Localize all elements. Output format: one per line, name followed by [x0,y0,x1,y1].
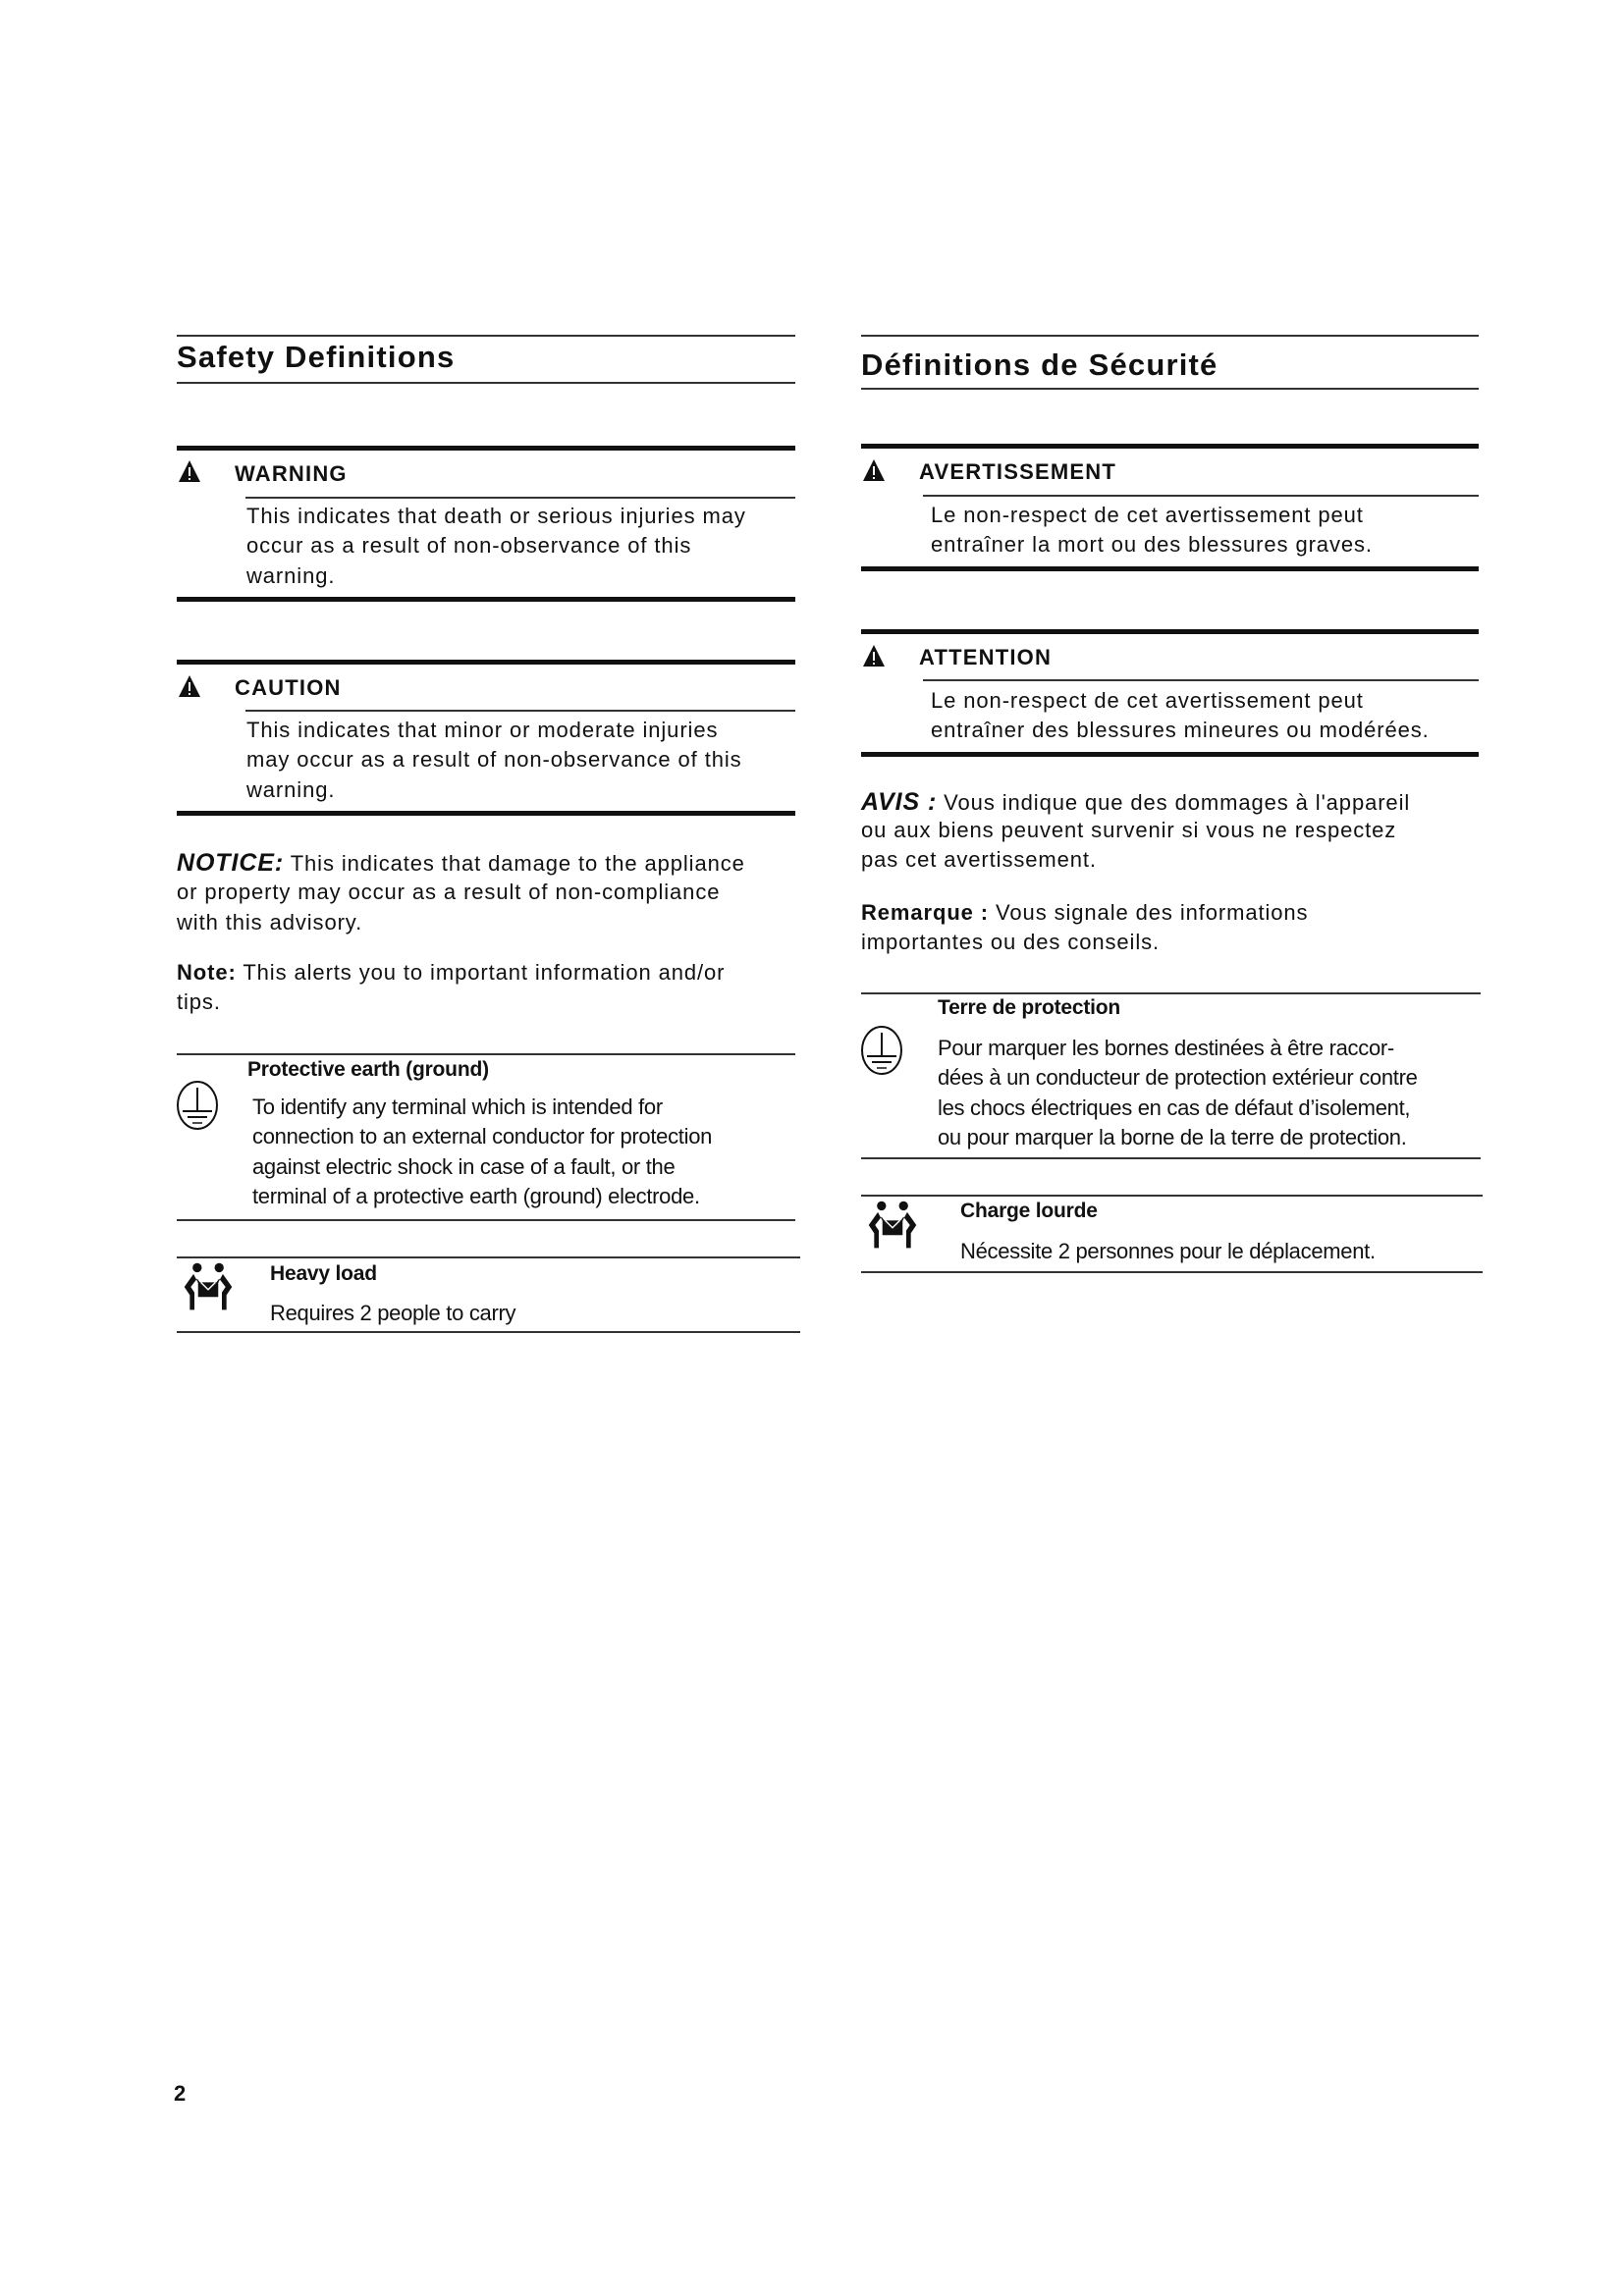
caution-text: may occur as a result of non-observance of this [246,747,742,772]
notice-text: with this advisory. [177,910,363,934]
warning-text: occur as a result of non-observance of this [246,533,692,558]
divider [177,1256,800,1258]
divider [861,992,1481,994]
divider [861,335,1479,337]
earth-text: Pour marquer les bornes destinées à être raccor- [938,1036,1394,1060]
note-text-line: Vous signale des informations [989,900,1309,925]
notice-text [861,787,1410,818]
protective-earth-icon [176,1080,219,1131]
warning-text: Le non-respect de cet avertissement peut [931,503,1364,527]
divider [861,444,1479,449]
earth-text: ou pour marquer la borne de la terre de protection. [938,1125,1407,1149]
heavy-load-icon [865,1200,920,1251]
divider [177,597,795,602]
caution-text: warning. [246,777,336,802]
note-text [861,898,1308,928]
divider [177,382,795,384]
heavy-load-text: Requires 2 people to carry [270,1301,516,1325]
caution-triangle-icon [862,644,886,667]
warning-text: This indicates that death or serious injuries may [246,504,746,528]
heavy-load-icon [181,1261,236,1312]
section-title: Safety Definitions [177,340,456,374]
note-label: Note: [177,960,237,985]
divider [861,629,1479,634]
earth-text: To identify any terminal which is intended for [252,1095,663,1119]
divider [861,566,1479,571]
notice-text-line: This indicates that damage to the appliance [284,851,745,876]
notice-text [177,848,745,879]
notice-label: NOTICE: [177,849,285,877]
divider [245,710,795,712]
heavy-load-label: Heavy load [270,1262,377,1285]
heavy-load-text: Nécessite 2 personnes pour le déplacement. [960,1239,1376,1263]
divider [177,1219,795,1221]
notice-label: AVIS : [861,788,938,816]
earth-text: dées à un conducteur de protection extérieur contre [938,1065,1418,1090]
note-label: Remarque : [861,900,990,925]
notice-text: or property may occur as a result of non-compliance [177,880,721,904]
divider [177,446,795,451]
earth-label: Terre de protection [938,996,1121,1019]
earth-text: connection to an external conductor for protection [252,1124,713,1148]
divider [177,660,795,665]
note-text [177,958,725,988]
caution-triangle-icon [178,674,201,698]
divider [177,1331,800,1333]
divider [177,811,795,816]
protective-earth-icon [860,1025,903,1076]
caution-text: Le non-respect de cet avertissement peut [931,688,1364,713]
section-title: Définitions de Sécurité [861,347,1218,382]
caution-text: This indicates that minor or moderate injuries [246,718,719,742]
divider [861,1157,1481,1159]
warning-text: entraîner la mort ou des blessures graves. [931,532,1373,557]
divider [861,1271,1483,1273]
divider [177,335,795,337]
divider [177,1053,795,1055]
note-text: importantes ou des conseils. [861,930,1161,954]
page-number: 2 [174,2081,187,2106]
earth-label: Protective earth (ground) [247,1058,489,1081]
note-text: tips. [177,989,221,1014]
warning-triangle-icon [178,459,201,483]
caution-label: ATTENTION [919,645,1053,669]
divider [861,752,1479,757]
divider [923,679,1479,681]
notice-text: ou aux biens peuvent survenir si vous ne respectez [861,818,1397,842]
caution-text: entraîner des blessures mineures ou modérées. [931,718,1430,742]
divider [861,1195,1483,1197]
divider [923,495,1479,497]
warning-text: warning. [246,563,336,588]
earth-text: against electric shock in case of a fault, or the [252,1154,676,1179]
note-text-line: This alerts you to important information and/or [236,960,726,985]
divider [861,388,1479,390]
caution-label: CAUTION [235,675,342,700]
notice-text-line: Vous indique que des dommages à l'appareil [937,790,1411,815]
divider [245,497,795,499]
notice-text: pas cet avertissement. [861,847,1097,872]
warning-label: AVERTISSEMENT [919,459,1116,484]
earth-text: les chocs électriques en cas de défaut d’isolement, [938,1095,1411,1120]
warning-label: WARNING [235,461,348,486]
warning-triangle-icon [862,458,886,482]
heavy-load-label: Charge lourde [960,1200,1098,1222]
earth-text: terminal of a protective earth (ground) electrode. [252,1184,700,1208]
